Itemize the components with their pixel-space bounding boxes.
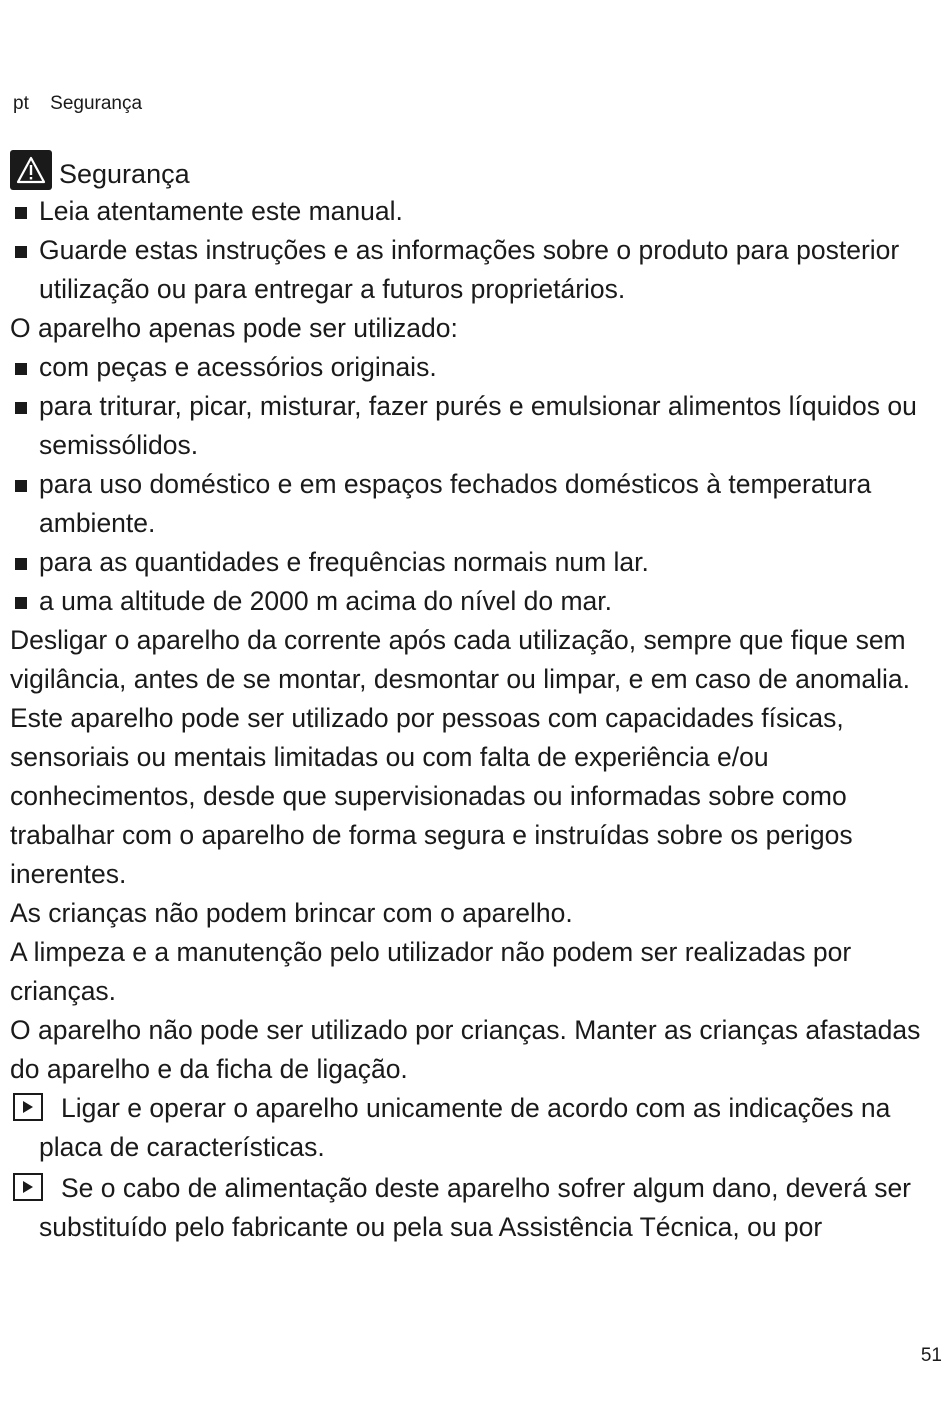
instruction-step [10,1089,940,1167]
language-code: pt [13,93,29,114]
play-arrow-icon [13,1093,43,1121]
instruction-step [10,1169,940,1247]
paragraph: Este aparelho pode ser utilizado por pessoas com capacidades físicas, sensoriais ou mentais limitadas ou com falta de experiência e/ou conhecimentos, desde que supervisionadas ou informadas sobre como trabalhar com o aparelho de forma segura e instruídas sobre os perigos inerentes. [10,703,853,889]
page-content [10,148,940,1247]
header-section-title: Segurança [50,93,143,114]
section-heading [10,148,940,190]
paragraph: O aparelho não pode ser utilizado por crianças. Manter as crianças afastadas do aparelho e da ficha de ligação. [10,1015,921,1084]
list-item: para uso doméstico e em espaços fechados domésticos à temperatura ambiente. [10,465,940,543]
list-item: para triturar, picar, misturar, fazer purés e emulsionar alimentos líquidos ou semissólidos. [10,387,940,465]
step-text: Se o cabo de alimentação deste aparelho sofrer algum dano, deverá ser substituído pelo fabricante ou pela sua Assistência Técnica, ou por [39,1173,912,1242]
usage-intro: O aparelho apenas pode ser utilizado: [10,313,458,343]
paragraph: As crianças não podem brincar com o aparelho. [10,898,573,928]
list-item: com peças e acessórios originais. [10,348,940,387]
paragraph: A limpeza e a manutenção pelo utilizador não podem ser realizadas por crianças. [10,937,852,1006]
page-number: 51 [920,1345,942,1366]
list-item: para as quantidades e frequências normais num lar. [10,543,940,582]
paragraph: Desligar o aparelho da corrente após cada utilização, sempre que fique sem vigilância, antes de se montar, desmontar ou limpar, e em caso de anomalia. [10,625,911,694]
running-header [13,93,142,115]
list-item: a uma altitude de 2000 m acima do nível do mar. [10,582,940,621]
list-item: Guarde estas instruções e as informações sobre o produto para posterior utilização ou para entregar a futuros proprietários. [10,231,940,309]
page-title: Segurança [59,159,190,189]
step-text: Ligar e operar o aparelho unicamente de acordo com as indicações na placa de características. [39,1093,891,1162]
play-arrow-icon [13,1173,43,1201]
warning-triangle-icon [10,150,52,190]
list-item: Leia atentamente este manual. [10,192,940,231]
